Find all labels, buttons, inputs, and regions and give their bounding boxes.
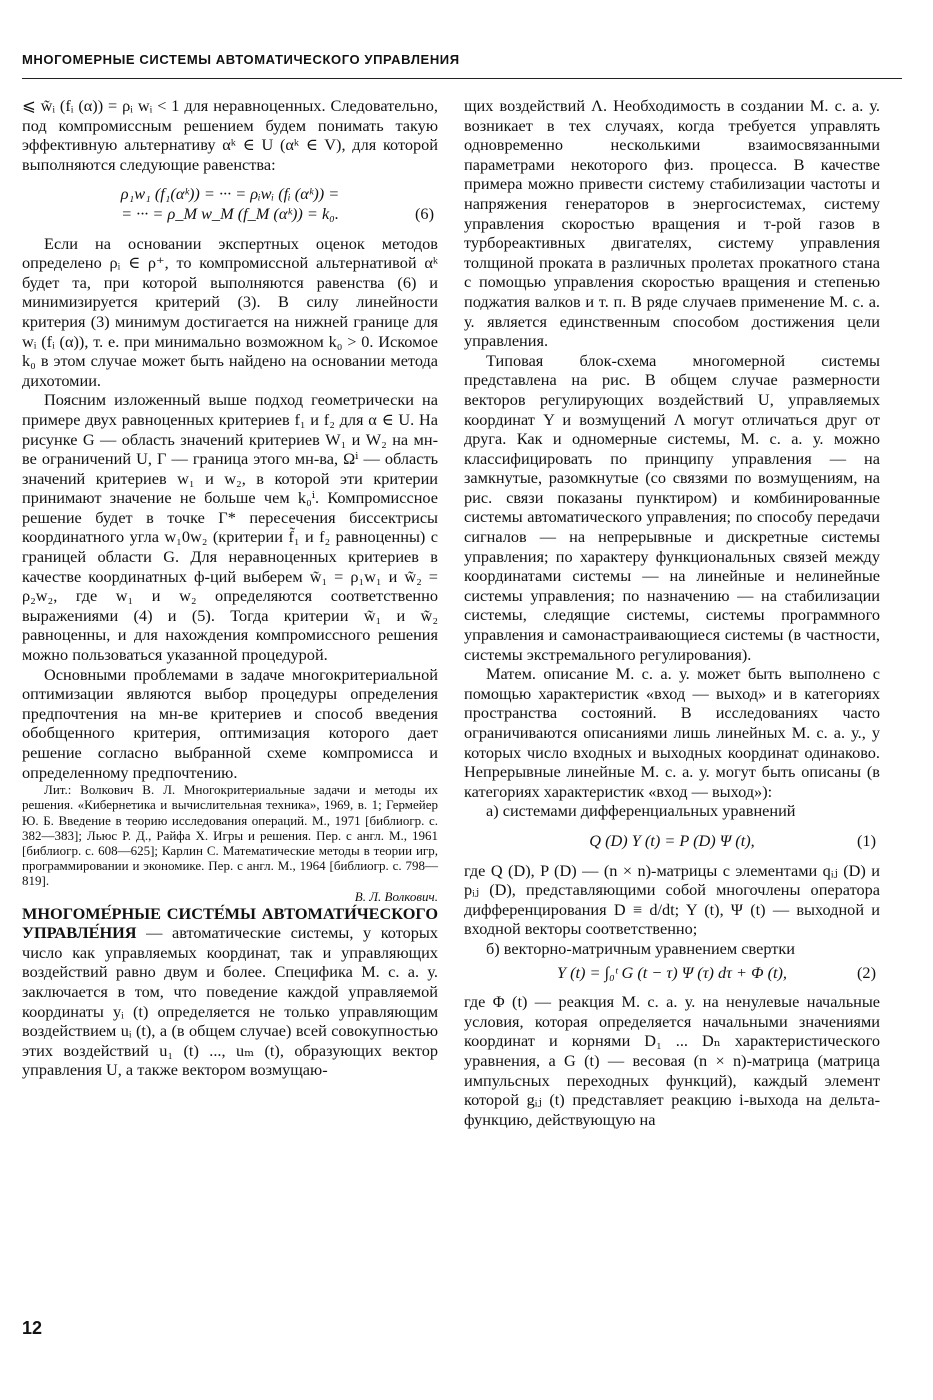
left-paragraph-2: Если на основании экспертных оценок методов определено ρᵢ ∈ ρ⁺, то компромиссной альтернативой αᵏ будет та, при которой выполняются равенства (6) и минимизируется критерий (3). В силу линейности критерия (3) минимум достигается на нижней границе для wᵢ (fᵢ (α)), т. е. при минимально возможном k₀ > 0. Искомое k₀ в этом случае может быть найдено на основании метода дихотомии.: [22, 233, 438, 390]
right-paragraph-4: где Q (D), P (D) — (n × n)-матрицы с элементами qᵢⱼ (D) и pᵢⱼ (D), представляющими собой многочлены оператора дифференцирования D ≡ d/dt; Y (t), Ψ (t) — выходной и входной векторы соответственно;: [464, 860, 880, 939]
equation-1-number: (1): [857, 830, 876, 850]
left-paragraph-1: ⩽ w̃ᵢ (fᵢ (α)) = ρᵢ wᵢ < 1 для неравноценных. Следовательно, под компромиссным решением будем понимать такую эффективную альтернативу αᵏ ∈ U (αᵏ ∈ V), для которой выполняются следующие равенства:: [22, 96, 438, 174]
equation-1-body: Q (D) Y (t) = P (D) Ψ (t),: [589, 830, 755, 850]
entry-text: — автоматические системы, у которых число как управляемых координат, так и управляющих воздействий равно двум и более. Специфика М. с. а. у. заключается в том, что поведение каждой управляемой координаты yᵢ (t) определяется не только управляющим воздействием uᵢ (t), а (в общем случае) всей совокупностью этих воздействий u₁ (t) ..., uₘ (t), образующих вектор управления U, а также вектором возмущаю-: [22, 923, 438, 1080]
item-a: а) системами дифференциальных уравнений: [486, 801, 796, 821]
equation-6-line-2: = ··· = ρ_M w_M (f_M (αᵏ)) = k₀.: [121, 203, 339, 223]
equation-2-number: (2): [857, 962, 876, 982]
equation-2: [464, 963, 880, 983]
right-paragraph-1: щих воздействий Λ. Необходимость в создании М. с. а. у. возникает в тех случаях, когда требуется управлять одновременно несколькими взаимосвязанными параметрами некоторого физ. процесса. В качестве примера можно привести систему стабилизации частоты и напряжения генераторов в энергосистемах, систему управления скоростью вращения и т-рой газов в турбореактивных двигателях, систему управления толщиной проката в различных пролетах прокатного стана с помощью управления скоростью вращения и степенью поджатия валков и т. п. В ряде случаев применение М. с. а. у. является единственным способом достижения цели управления.: [464, 96, 880, 351]
literature-list: Лит.: Волкович В. Л. Многокритериальные задачи и методы их решения. «Кибернетика и вычислительная техника», 1969, в. 1; Гермейер Ю. Б. Введение в теорию исследования операций. М., 1971 [библиогр. с. 382—383]; Льюс Р. Д., Райфа Х. Игры и решения. Пер. с англ. М., 1961 [библиогр. с. 608—625]; Карлин С. Математические методы в теории игр, программировании и экономике. Пер. с англ. М., 1964 [библиогр. с. 798—819].: [22, 782, 438, 889]
equation-6-line-1: ρ₁w₁ (f₁(αᵏ)) = ··· = ρᵢwᵢ (fᵢ (αᵏ)) =: [120, 184, 340, 204]
entry-paragraph: [22, 904, 438, 1080]
equation-6-number: (6): [415, 203, 434, 223]
header-rule: [22, 78, 902, 79]
running-title: МНОГОМЕРНЫЕ СИСТЕМЫ АВТОМАТИЧЕСКОГО УПРАВЛЕНИЯ: [22, 52, 460, 67]
right-paragraph-5: где Φ (t) — реакция М. с. а. у. на ненулевые начальные условия, которая определяется начальными значениями координат и корнями D₁ ... Dₙ характеристического уравнения, а G (t) — весовая (n × n)-матрица (матрица импульсных переходных функций), каждый элемент которой gᵢⱼ (t) представляет реакцию i-выхода на дельта-функцию, действующую на: [464, 992, 880, 1129]
item-b: б) векторно-матричным уравнением свертки: [486, 938, 795, 958]
left-paragraph-3: Поясним изложенный выше подход геометрически на примере двух равноценных критериев f₁ и f₂ для α ∈ U. На рисунке G — область значений критериев W₁ и W₂ на мн-ве ограничений U, Г — граница этого мн-ва, Ωⁱ — область значений критериев w₁ и w₂, в которой эти критерии принимают значение не больше чем k₀ⁱ. Компромиссное решение будет в точке Г* пересечения биссектрисы координатного угла w₁0w₂ (критерии f̃₁ и f₂ равноценны) с границей области G. Для неравноценных критериев в качестве координатных ф-ций выберем w̃₁ = ρ₁w₁ и w̃₂ = ρ₂w₂, где w₁ и w₂ определяются соответственно выражениями (4) и (5). Тогда критерии w̃₁ и w̃₂ равноценны, и для нахождения компромиссного решения можно пользоваться указанной процедурой.: [22, 390, 438, 665]
page-number: 12: [22, 1318, 43, 1338]
left-column: [22, 96, 438, 1080]
left-paragraph-4: Основными проблемами в задаче многокритериальной оптимизации являются выбор процедуры определения предпочтения на мн-ве критериев и способ введения обобщенного критерия, оптимизация которого дает решение согласно выбранной схеме компромисса и определенному предпочтению.: [22, 664, 438, 782]
right-paragraph-2: Типовая блок-схема многомерной системы представлена на рис. В общем случае размерности векторов регулирующих воздействий U, управляемых координат Y и возмущений Λ могут отличаться друг от друга. Как и одномерные системы, М. с. а. у. можно классифицировать по принципу управления — на замкнутые, разомкнутые (со связями по возмущениям, на рис. связи показаны пунктиром) и комбинированные системы автоматического управления; по способу передачи сигналов — на непрерывные и дискретные системы управления; по характеру функциональных связей между координатами системы — на линейные и нелинейные системы управления; по назначению — на стабилизации системы, следящие системы, системы программного управления и самонастраивающиеся системы (в частности, системы экстремального регулирования).: [464, 350, 880, 664]
equation-2-body: Y (t) = ∫₀ᵗ G (t − τ) Ψ (τ) dτ + Φ (t),: [556, 962, 788, 982]
entry-headword: МНОГОМЕ́РНЫЕ СИСТЕ́МЫ АВТОМАТИ́ЧЕСКОГО УПРАВЛЕ́НИЯ: [22, 903, 438, 943]
equation-1: [464, 831, 880, 851]
equation-6: [22, 184, 438, 223]
author-signature: В. Л. Волкович.: [354, 888, 438, 904]
right-column: [464, 96, 880, 1129]
right-paragraph-3: Матем. описание М. с. а. у. может быть выполнено с помощью характеристик «вход — выход» и в категориях пространства состояний. В исследованиях часто ограничиваются описаниями лишь линейных М. с. а. у., у которых число входных и выходных координат одинаково. Непрерывные линейные М. с. а. у. могут быть описаны (в категориях характеристик «вход — выход»):: [464, 664, 880, 801]
